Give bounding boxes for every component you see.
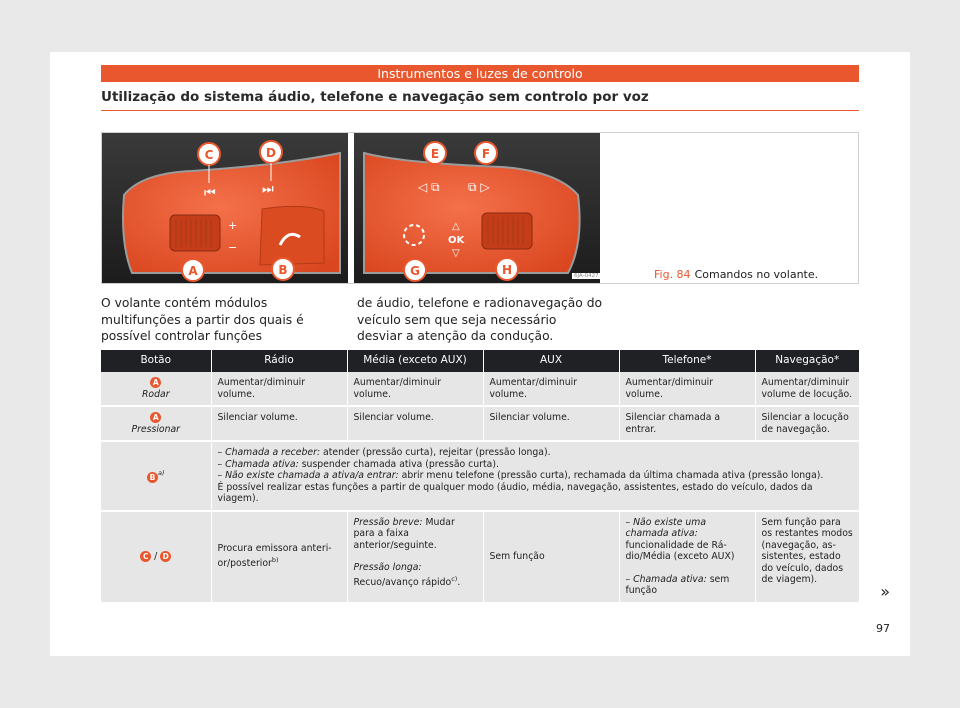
page (50, 52, 910, 656)
key-separator: / (154, 550, 158, 562)
key-action: Rodar (141, 388, 170, 400)
text: . (457, 576, 461, 588)
table-cell (211, 511, 347, 603)
table-cell: Sem função (483, 511, 619, 603)
col-header: Média (exceto AUX) (347, 350, 483, 372)
svg-text:⏮: ⏮ (204, 186, 216, 201)
table-header-row (101, 350, 859, 372)
text: Recuo/avanço rápido (353, 576, 452, 588)
table-cell (619, 511, 755, 603)
footnote-ref: c) (451, 574, 458, 583)
col-header: Telefone* (619, 350, 755, 372)
table-cell: Silenciar chamada a entrar. (619, 406, 755, 441)
key-badge: B (147, 472, 158, 483)
table-cell: Silenciar volume. (483, 406, 619, 441)
marker-d: D (266, 146, 276, 160)
table-cell: Aumentar/diminuir volume de locução. (755, 372, 859, 406)
svg-text:−: − (228, 241, 238, 254)
table-row (101, 441, 859, 511)
marker-c: C (204, 148, 214, 162)
table-cell: Aumentar/diminuir volume. (619, 372, 755, 406)
ok-label: OK (448, 235, 465, 246)
functions-table (101, 350, 859, 604)
figure (101, 132, 859, 284)
svg-text:△: △ (452, 221, 460, 232)
figure-label: Fig. 84 (654, 268, 691, 281)
table-row (101, 406, 859, 441)
term: Pressão breve: (353, 516, 423, 528)
button-cell (101, 406, 211, 441)
text: suspender chamada ativa (pressão curta). (298, 458, 499, 470)
table-cell: Silenciar a locução de navegação. (755, 406, 859, 441)
footnote-ref: b) (271, 555, 279, 564)
col-header: Navegação* (755, 350, 859, 372)
text: sem função (625, 573, 730, 596)
marker-h: H (501, 263, 513, 277)
table-cell: Aumentar/diminuir volume. (347, 372, 483, 406)
intro-col1: O volante contém módulos multifunções a partir dos quais é possível controlar funções (101, 296, 304, 343)
table-cell: Aumentar/diminuir volume. (483, 372, 619, 406)
svg-text:⧉ ▷: ⧉ ▷ (468, 180, 490, 194)
marker-b: B (278, 263, 288, 277)
table-row (101, 511, 859, 603)
term: – Chamada ativa: (625, 573, 707, 585)
term: – Não existe chamada a ativa/a entrar: (217, 470, 399, 481)
figure-code: 6JA-0427 (574, 273, 599, 279)
col-header: Rádio (211, 350, 347, 372)
svg-text:⏭: ⏭ (262, 182, 274, 197)
text: funcionalidade de Rádio/Média (exceto AUX) (625, 539, 735, 562)
text: Mudar para a faixa anterior/seguinte. (353, 516, 455, 551)
key-badge: D (160, 551, 171, 562)
table-row (101, 372, 859, 406)
key-badge: A (150, 412, 161, 423)
continue-marker: » (880, 582, 890, 601)
term: Pressão longa: (353, 562, 422, 573)
section-banner: Instrumentos e luzes de controlo (101, 65, 859, 82)
text: É possível realizar estas funções a partir de qualquer modo (áudio, média, navegação, assistentes, estado do veículo, dados da viagem). (217, 481, 813, 504)
term: – Chamada a receber: (217, 447, 321, 458)
table-cell: Silenciar volume. (347, 406, 483, 441)
marker-g: G (410, 264, 420, 278)
marker-a: A (188, 264, 198, 278)
term: – Não existe uma chamada ativa: (625, 516, 707, 539)
svg-text:▽: ▽ (452, 248, 460, 259)
figure-caption (654, 268, 818, 281)
marker-f: F (481, 147, 491, 161)
table-cell: Silenciar volume. (211, 406, 347, 441)
table-cell: Aumentar/diminuir volume. (211, 372, 347, 406)
col-header: Botão (101, 350, 211, 372)
table-cell (347, 511, 483, 603)
intro-col2: de áudio, telefone e radionavegação do veículo sem que seja necessário desviar a atenção da condução. (357, 296, 603, 343)
button-cell (101, 441, 211, 511)
figure-caption-text: Comandos no volante. (694, 268, 819, 281)
page-title: Utilização do sistema áudio, telefone e navegação sem controlo por voz (101, 89, 859, 111)
term: – Chamada ativa: (217, 458, 299, 470)
steering-wheel-controls-illustration (102, 133, 600, 283)
key-action: Pressionar (131, 423, 181, 435)
footnote-ref: a) (157, 469, 165, 478)
text: Procura emissora anterior/posterior (217, 543, 332, 570)
key-badge: C (140, 551, 151, 562)
button-cell (101, 511, 211, 603)
page-number: 97 (876, 622, 890, 635)
table-cell-merged (211, 441, 859, 511)
text: atender (pressão curta), rejeitar (pressão longa). (320, 447, 551, 458)
table-cell: Sem função para os restantes modos (navegação, assistentes, estado do veículo, dados de viagem). (755, 511, 859, 603)
key-badge: A (150, 377, 161, 388)
svg-text:◁ ⧉: ◁ ⧉ (418, 180, 440, 194)
col-header: AUX (483, 350, 619, 372)
button-cell (101, 372, 211, 406)
svg-text:+: + (228, 219, 238, 232)
text: abrir menu telefone (pressão curta), rechamada da última chamada ativa (pressão longa). (398, 470, 824, 481)
marker-e: E (430, 147, 440, 161)
